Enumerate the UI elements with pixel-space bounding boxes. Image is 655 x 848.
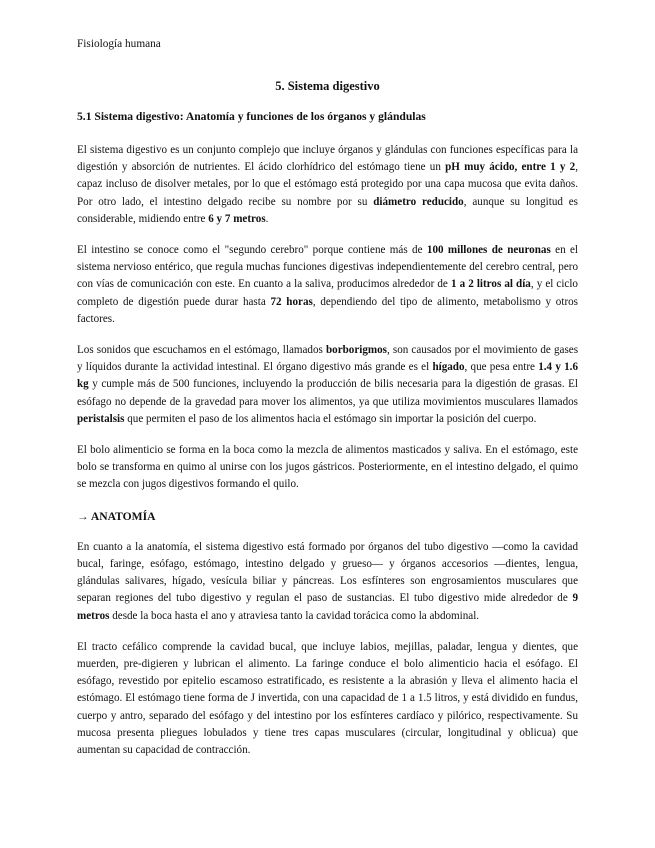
document-body xyxy=(77,142,578,773)
emphasis: 1.4 y 1.6 kg xyxy=(77,361,578,391)
running-header: Fisiología humana xyxy=(77,38,161,50)
emphasis: borborigmos xyxy=(325,344,387,357)
text-run: El intestino se conoce como el "segundo cerebro" porque contiene más de xyxy=(77,244,427,257)
section-title: 5.1 Sistema digestivo: Anatomía y funciones de los órganos y glándulas xyxy=(77,110,426,123)
emphasis: 6 y 7 metros xyxy=(208,212,266,225)
text-run: en el sistema nervioso entérico, que regula muchas funciones digestivas independientemente del cerebro central, pero con vías de comunicación con este. En cuanto a la saliva, producimos alrededor de xyxy=(77,244,578,291)
text-run: que permiten el paso de los alimentos hacia el estómago sin importar la posición del cuerpo. xyxy=(124,412,537,425)
emphasis: 100 millones de neuronas xyxy=(426,244,551,257)
text-run: , dependiendo del tipo de alimento, metabolismo y otros factores. xyxy=(77,295,578,325)
paragraph-5 xyxy=(77,539,578,625)
text-run: El sistema digestivo es un conjunto complejo que incluye órganos y glándulas con funciones específicas para la digestión y absorción de nutrientes. El ácido clorhídrico del estómago tiene un xyxy=(77,144,578,174)
text-run: , y el ciclo completo de digestión puede durar hasta xyxy=(77,278,578,308)
emphasis: 9 metros xyxy=(77,592,578,622)
emphasis: diámetro reducido xyxy=(373,195,464,208)
text-run: , aunque su longitud es considerable, midiendo entre xyxy=(77,195,578,225)
emphasis: 72 horas xyxy=(270,295,313,308)
text-run: Los sonidos que escuchamos en el estómago, llamados xyxy=(77,344,326,357)
text-run: y cumple más de 500 funciones, incluyendo la producción de bilis necesaria para la digestión de grasas. El esófago no depende de la gravedad para mover los alimentos, ya que utiliza movimientos musculares llamados xyxy=(77,378,578,408)
emphasis: 1 a 2 litros al día xyxy=(450,278,531,291)
text-run: desde la boca hasta el ano y atraviesa tanto la cavidad torácica como la abdominal. xyxy=(109,609,480,622)
text-run: En cuanto a la anatomía, el sistema digestivo está formado por órganos del tubo digestivo —como la cavidad bucal, faringe, esófago, estómago, intestino delgado y grueso— y órganos accesorios —dientes, lengua, glándulas salivares, hígado, vesícula biliar y páncreas. Los esfínteres son engrosamientos musculares que separan regiones del tubo digestivo y regulan el paso de sustancias. El tubo digestivo mide alrededor de xyxy=(77,540,578,605)
paragraph-1 xyxy=(77,142,578,228)
chapter-title: 5. Sistema digestivo xyxy=(275,79,380,93)
text-run: , son causados por el movimiento de gases y líquidos durante la actividad intestinal. El órgano digestivo más grande es el xyxy=(77,344,579,374)
anatomy-heading: → ANATOMÍA xyxy=(77,509,156,523)
paragraph-2 xyxy=(77,242,578,328)
paragraph-4: El bolo alimenticio se forma en la boca como la mezcla de alimentos masticados y saliva. En el estómago, este bolo se transforma en quimo al unirse con los jugos gástricos. Posteriormente, en el intestino delgado, el quimo se mezcla con jugos digestivos formando el quilo. xyxy=(77,444,578,491)
text-run: , que pesa entre xyxy=(464,361,539,374)
emphasis: pH muy ácido, entre 1 y 2 xyxy=(445,161,576,174)
paragraph-6: El tracto cefálico comprende la cavidad bucal, que incluye labios, mejillas, paladar, lengua y dientes, que muerden, pre-digieren y lubrican el alimento. La faringe conduce el bolo alimenticio hacia el esófago. El esófago, revestido por epitelio escamoso estratificado, es resistente a la abrasión y lleva el alimento hacia el estómago. El estómago tiene forma de J invertida, con una capacidad de 1 a 1.5 litros, y está dividido en fundus, cuerpo y antro, separado del esófago y del intestino por los esfínteres cardíaco y pilórico, respectivamente. Su mucosa presenta pliegues lobulados y tiene tres capas musculares (circular, longitudinal y oblicua) que aumentan su capacidad de contracción. xyxy=(77,640,578,757)
text-run: , capaz incluso de disolver metales, por lo que el estómago está protegido por una capa mucosa que evita daños. Por otro lado, el intestino delgado recibe su nombre por su xyxy=(77,161,578,208)
paragraph-3 xyxy=(77,342,578,428)
text-run: . xyxy=(265,212,269,225)
emphasis: hígado xyxy=(432,361,465,374)
emphasis: peristalsis xyxy=(77,412,125,425)
